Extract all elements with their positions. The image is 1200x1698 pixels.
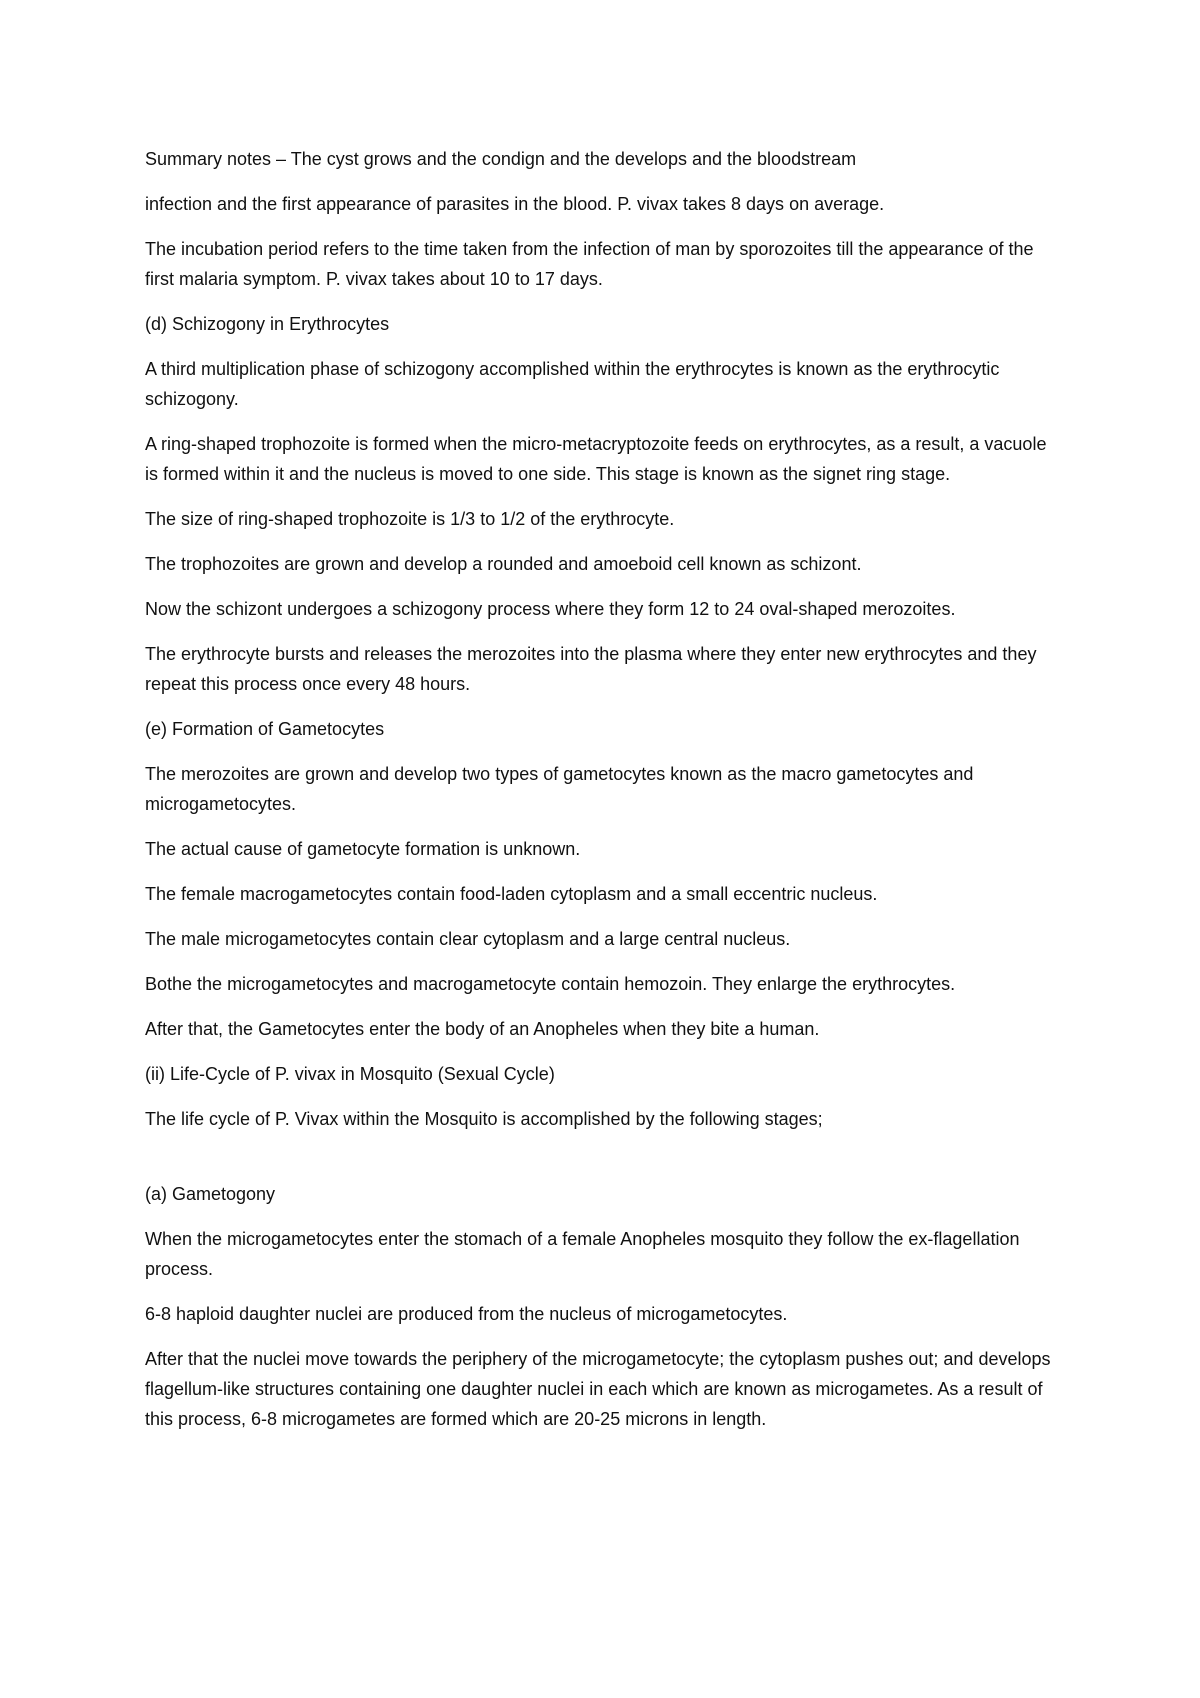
heading-gametogony: (a) Gametogony xyxy=(145,1184,276,1204)
paragraph-infection: infection and the first appearance of parasites in the blood. P. vivax takes 8 days on average. xyxy=(145,194,885,214)
paragraph-life-cycle-stages: The life cycle of P. Vivax within the Mosquito is accomplished by the following stages; xyxy=(145,1109,823,1129)
paragraph-hemozoin: Bothe the microgametocytes and macrogametocyte contain hemozoin. They enlarge the erythrocytes. xyxy=(145,974,956,994)
paragraph-ring-shaped-trophozoite: A ring-shaped trophozoite is formed when the micro-metacryptozoite feeds on erythrocytes, as a result, a vacuole is formed within it and the nucleus is moved to one side. This stage is known as the signet ring stage. xyxy=(145,434,1047,484)
paragraph-incubation-period: The incubation period refers to the time taken from the infection of man by sporozoites till the appearance of the first malaria symptom. P. vivax takes about 10 to 17 days. xyxy=(145,239,1034,289)
paragraph-gametocyte-types: The merozoites are grown and develop two types of gametocytes known as the macro gametocytes and microgametocytes. xyxy=(145,764,974,814)
paragraph-erythrocyte-bursts: The erythrocyte bursts and releases the merozoites into the plasma where they enter new erythrocytes and they repeat this process once every 48 hours. xyxy=(145,644,1037,694)
paragraph-merozoites: Now the schizont undergoes a schizogony process where they form 12 to 24 oval-shaped merozoites. xyxy=(145,599,956,619)
paragraph-trophozoite-size: The size of ring-shaped trophozoite is 1/3 to 1/2 of the erythrocyte. xyxy=(145,509,675,529)
heading-formation-of-gametocytes: (e) Formation of Gametocytes xyxy=(145,719,385,739)
paragraph-female-macrogametocytes: The female macrogametocytes contain food-laden cytoplasm and a small eccentric nucleus. xyxy=(145,884,878,904)
paragraph-anopheles-bite: After that, the Gametocytes enter the body of an Anopheles when they bite a human. xyxy=(145,1019,820,1039)
paragraph-third-multiplication: A third multiplication phase of schizogony accomplished within the erythrocytes is known as the erythrocytic schizogony. xyxy=(145,359,1000,409)
heading-schizogony-in-erythrocytes: (d) Schizogony in Erythrocytes xyxy=(145,314,390,334)
paragraph-ex-flagellation: When the microgametocytes enter the stomach of a female Anopheles mosquito they follow the ex-flagellation process. xyxy=(145,1229,1020,1279)
paragraph-haploid-nuclei: 6-8 haploid daughter nuclei are produced from the nucleus of microgametocytes. xyxy=(145,1304,788,1324)
heading-life-cycle-in-mosquito: (ii) Life-Cycle of P. vivax in Mosquito (Sexual Cycle) xyxy=(145,1064,555,1084)
document-body xyxy=(145,144,1060,1449)
paragraph-male-microgametocytes: The male microgametocytes contain clear cytoplasm and a large central nucleus. xyxy=(145,929,791,949)
paragraph-schizont: The trophozoites are grown and develop a rounded and amoeboid cell known as schizont. xyxy=(145,554,862,574)
paragraph-summary-notes: Summary notes – The cyst grows and the condign and the develops and the bloodstream xyxy=(145,149,857,169)
paragraph-gametocyte-cause: The actual cause of gametocyte formation is unknown. xyxy=(145,839,581,859)
paragraph-microgametes: After that the nuclei move towards the periphery of the microgametocyte; the cytoplasm pushes out; and develops flagellum-like structures containing one daughter nuclei in each which are known as microgametes. As a result of this process, 6-8 microgametes are formed which are 20-25 microns in length. xyxy=(145,1349,1051,1429)
